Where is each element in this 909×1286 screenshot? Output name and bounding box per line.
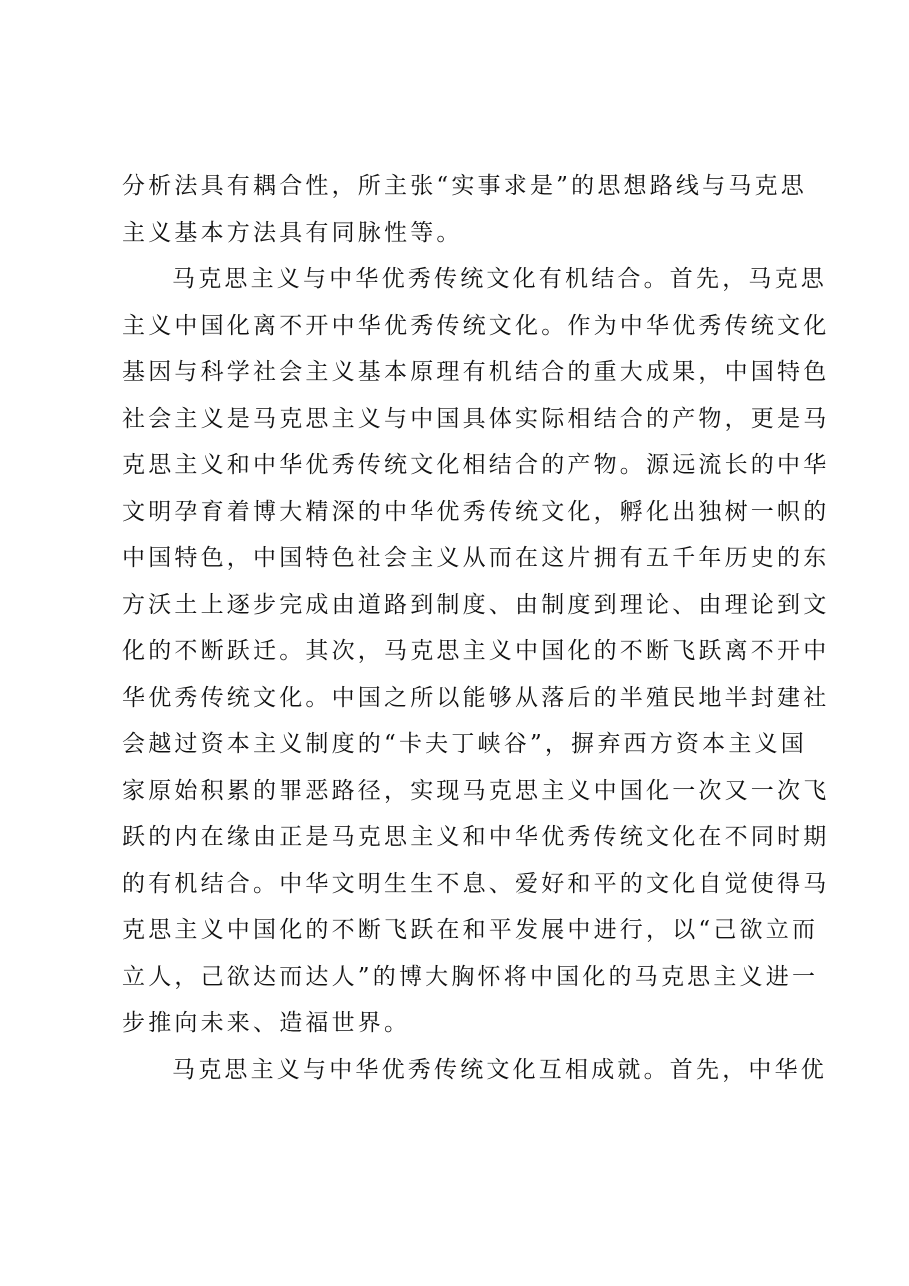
paragraph-line: 跃的内在缘由正是马克思主义和中华优秀传统文化在不同时期 <box>122 824 830 850</box>
paragraph-line: 主义基本方法具有同脉性等。 <box>122 219 463 246</box>
paragraph-line: 克思主义中国化的不断飞跃在和平发展中进行，以“己欲立而 <box>122 917 819 943</box>
paragraph-line: 克思主义和中华优秀传统文化相结合的产物。源远流长的中华 <box>122 452 830 478</box>
paragraph-line: 分析法具有耦合性，所主张“实事求是”的思想路线与马克思 <box>122 173 807 199</box>
paragraph-line: 立人，己欲达而达人”的博大胸怀将中国化的马克思主义进一 <box>122 963 819 990</box>
paragraph-1 <box>122 163 807 256</box>
paragraph-line: 方沃土上逐步完成由道路到制度、由制度到理论、由理论到文 <box>122 591 830 618</box>
paragraph-3 <box>122 1047 827 1094</box>
paragraph-line: 基因与科学社会主义基本原理有机结合的重大成果，中国特色 <box>122 359 830 385</box>
paragraph-line: 家原始积累的罪恶路径，实现马克思主义中国化一次又一次飞 <box>122 777 830 804</box>
paragraph-line: 的有机结合。中华文明生生不息、爱好和平的文化自觉使得马 <box>122 870 830 897</box>
paragraph-line: 马克思主义与中华优秀传统文化有机结合。首先，马克思 <box>172 266 827 292</box>
paragraph-line: 马克思主义与中华优秀传统文化互相成就。首先，中华优 <box>172 1056 827 1083</box>
paragraph-line: 中国特色，中国特色社会主义从而在这片拥有五千年历史的东 <box>122 545 830 571</box>
document-body <box>122 163 830 1093</box>
paragraph-line: 主义中国化离不开中华优秀传统文化。作为中华优秀传统文化 <box>122 312 830 339</box>
paragraph-line: 社会主义是马克思主义与中国具体实际相结合的产物，更是马 <box>122 405 830 432</box>
paragraph-line: 会越过资本主义制度的“卡夫丁峡谷”，摒弃西方资本主义国 <box>122 731 807 757</box>
paragraph-2 <box>122 256 830 1047</box>
paragraph-line: 化的不断跃迁。其次，马克思主义中国化的不断飞跃离不开中 <box>122 638 830 664</box>
paragraph-line: 华优秀传统文化。中国之所以能够从落后的半殖民地半封建社 <box>122 684 830 711</box>
paragraph-line: 文明孕育着博大精深的中华优秀传统文化，孵化出独树一帜的 <box>122 498 830 525</box>
paragraph-line: 步推向未来、造福世界。 <box>122 1010 411 1036</box>
